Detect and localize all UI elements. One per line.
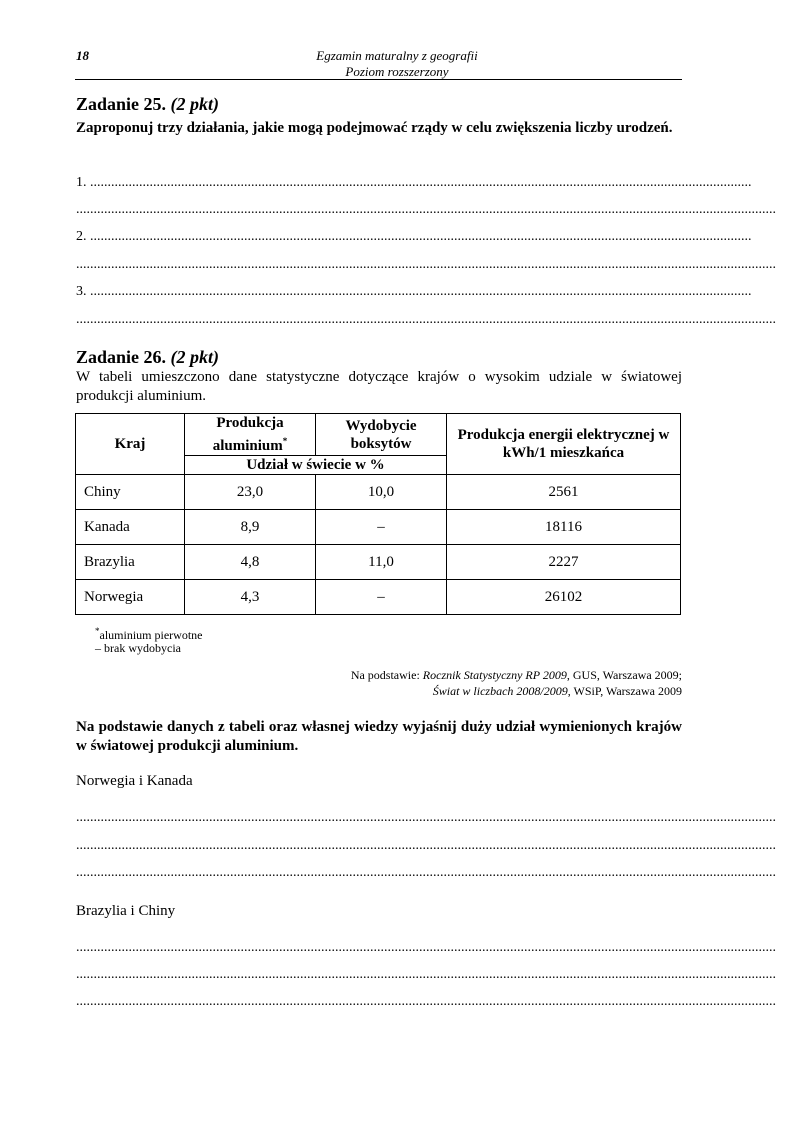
footnote-dash: – brak wydobycia	[95, 641, 181, 655]
answer-number-1: 1.	[76, 175, 87, 190]
header-aluminium	[185, 414, 316, 456]
answer-line-bc-3[interactable]: ........................................................................................................................................................................................................	[76, 994, 776, 1009]
group-norway-canada: Norwegia i Kanada	[76, 773, 193, 789]
answer-number-3: 3.	[76, 284, 87, 299]
header-energy: Produkcja energii elektrycznej w kWh/1 mieszkańca	[447, 414, 681, 475]
cell-aluminium: 4,3	[185, 580, 316, 615]
cell-energy: 2561	[447, 475, 681, 510]
answer-line-nk-3[interactable]: ........................................................................................................................................................................................................	[76, 865, 776, 880]
answer-line-1[interactable]: 1. .............................................................................................................................................................................................	[76, 175, 752, 190]
group-brazil-china: Brazylia i Chiny	[76, 903, 176, 919]
header-country: Kraj	[76, 414, 185, 475]
task26-intro: W tabeli umieszczono dane statystyczne dotyczące krajów o wysokim udziale w światowej produkcji aluminium.	[76, 369, 682, 404]
answer-line-nk-1[interactable]: ........................................................................................................................................................................................................	[76, 810, 776, 825]
task25-points: (2 pkt)	[170, 94, 220, 114]
answer-number-2: 2.	[76, 229, 87, 244]
header-aluminium-text: Produkcja aluminium	[212, 415, 284, 454]
source-line-2	[433, 683, 682, 699]
footnote-mark: *	[95, 626, 100, 636]
cell-bauxite: 10,0	[316, 475, 447, 510]
task26-question: Na podstawie danych z tabeli oraz własnej wiedzy wyjaśnij duży udział wymienionych krajów w światowej produkcji aluminium.	[76, 719, 682, 754]
page-header	[0, 48, 794, 80]
task25-instruction: Zaproponuj trzy działania, jakie mogą podejmować rządy w celu zwiększenia liczby urodzeń.	[76, 120, 673, 136]
header-aluminium-mark: *	[282, 436, 288, 446]
header-divider	[75, 79, 682, 80]
answer-line-2[interactable]: 2. .............................................................................................................................................................................................	[76, 229, 752, 244]
task25-title	[76, 94, 219, 115]
answer-line-1b[interactable]: ........................................................................................................................................................................................................	[76, 202, 776, 217]
answer-line-nk-2[interactable]: ........................................................................................................................................................................................................	[76, 838, 776, 853]
cell-aluminium: 4,8	[185, 545, 316, 580]
cell-country: Norwegia	[76, 580, 185, 615]
answer-line-bc-1[interactable]: ........................................................................................................................................................................................................	[76, 940, 776, 955]
cell-energy: 18116	[447, 510, 681, 545]
source1-rest: , GUS, Warszawa 2009;	[566, 668, 682, 682]
source1-title: Rocznik Statystyczny RP 2009	[422, 668, 567, 682]
task26-points: (2 pkt)	[170, 347, 220, 367]
cell-aluminium: 8,9	[185, 510, 316, 545]
table-row	[76, 545, 681, 580]
cell-bauxite: –	[316, 580, 447, 615]
task25-title-text: Zadanie 25.	[76, 94, 167, 114]
table-row	[76, 475, 681, 510]
cell-country: Kanada	[76, 510, 185, 545]
answer-line-3b[interactable]: ........................................................................................................................................................................................................	[76, 312, 776, 327]
cell-bauxite: 11,0	[316, 545, 447, 580]
cell-energy: 26102	[447, 580, 681, 615]
aluminium-table	[75, 413, 681, 615]
task26-title	[76, 347, 219, 368]
header-bauxite: Wydobycie boksytów	[316, 414, 447, 456]
source2-rest: , WSiP, Warszawa 2009	[567, 684, 682, 698]
table-row	[76, 580, 681, 615]
cell-energy: 2227	[447, 545, 681, 580]
cell-country: Chiny	[76, 475, 185, 510]
header-title: Egzamin maturalny z geografii	[316, 48, 478, 63]
cell-bauxite: –	[316, 510, 447, 545]
answer-line-bc-2[interactable]: ........................................................................................................................................................................................................	[76, 967, 776, 982]
cell-aluminium: 23,0	[185, 475, 316, 510]
header-subtitle: Poziom rozszerzony	[345, 64, 449, 79]
answer-line-3[interactable]: 3. .............................................................................................................................................................................................	[76, 284, 752, 299]
page-number: 18	[76, 48, 89, 63]
source-line-1	[351, 667, 682, 683]
task26-title-text: Zadanie 26.	[76, 347, 167, 367]
source2-title: Świat w liczbach 2008/2009	[432, 684, 568, 698]
cell-country: Brazylia	[76, 545, 185, 580]
answer-line-2b[interactable]: ........................................................................................................................................................................................................	[76, 257, 776, 272]
header-share: Udział w świecie w %	[185, 456, 447, 475]
footnote-aluminium-text: aluminium pierwotne	[99, 628, 203, 642]
source-prefix: Na podstawie:	[350, 668, 423, 682]
table-row	[76, 510, 681, 545]
